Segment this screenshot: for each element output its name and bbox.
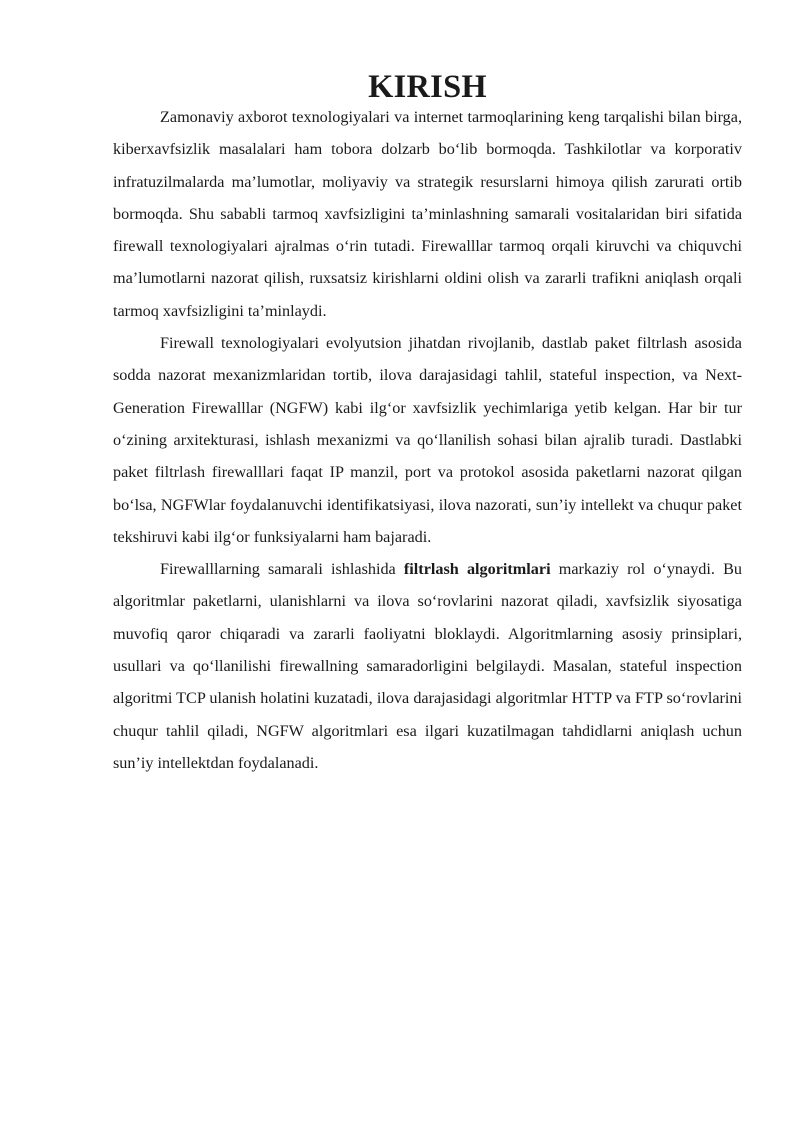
paragraph-3-rest: markaziy rol o‘ynaydi. Bu algoritmlar paketlarni, ulanishlarni va ilova so‘rovlarini nazorat qiladi, xavfsizlik siyosatiga muvofiq qaror chiqaradi va zararli faoliyatni bloklaydi. Algoritmlarning asosiy prinsiplari, usullari va qo‘llanilishi firewallning samaradorligini belgilaydi. Masalan, stateful inspection algoritmi TCP ulanish holatini kuzatadi, ilova darajasidagi algoritmlar HTTP va FTP so‘rovlarini chuqur tahlil qiladi, NGFW algoritmlari esa ilgari kuzatilmagan tahdidlarni aniqlash uchun sun’iy intellektdan foydalanadi. <box>113 560 742 772</box>
section-title: KIRISH <box>368 69 487 105</box>
document-body <box>113 69 742 779</box>
paragraph-3 <box>113 553 742 779</box>
paragraph-2: Firewall texnologiyalari evolyutsion jihatdan rivojlanib, dastlab paket filtrlash asosida sodda nazorat mexanizmlaridan tortib, ilova darajasidagi tahlil, stateful inspection, va Next-Generation Firewalllar (NGFW) kabi ilg‘or xavfsizlik yechimlariga yetib kelgan. Har bir tur o‘zining arxitekturasi, ishlash mexanizmi va qo‘llanilish sohasi bilan ajralib turadi. Dastlabki paket filtrlash firewalllari faqat IP manzil, port va protokol asosida paketlarni nazorat qilgan bo‘lsa, NGFWlar foydalanuvchi identifikatsiyasi, ilova nazorati, sun’iy intellekt va chuqur paket tekshiruvi kabi ilg‘or funksiyalarni ham bajaradi. <box>113 334 742 546</box>
paragraph-3-lead: Firewalllarning samarali ishlashida <box>160 560 404 579</box>
paragraph-1: Zamonaviy axborot texnologiyalari va internet tarmoqlarining keng tarqalishi bilan birga, kiberxavfsizlik masalalari ham tobora dolzarb bo‘lib bormoqda. Tashkilotlar va korporativ infratuzilmalarda ma’lumotlar, moliyaviy va strategik resurslarni himoya qilish zarurati ortib bormoqda. Shu sababli tarmoq xavfsizligini ta’minlashning samarali vositalaridan biri sifatida firewall texnologiyalari ajralmas o‘rin tutadi. Firewalllar tarmoq orqali kiruvchi va chiquvchi ma’lumotlarni nazorat qilish, ruxsatsiz kirishlarni oldini olish va zararli trafikni aniqlash orqali tarmoq xavfsizligini ta’minlaydi. <box>113 108 742 320</box>
bold-term: filtrlash algoritmlari <box>403 560 551 579</box>
